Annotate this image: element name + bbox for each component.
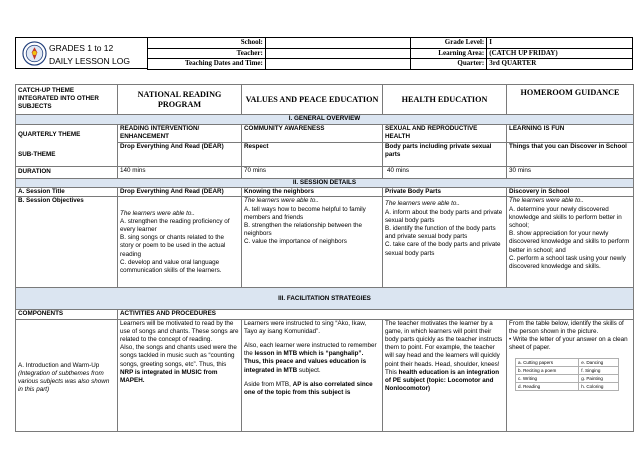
activities-label: ACTIVITIES AND PROCEDURES — [118, 310, 634, 319]
skills-option-row — [516, 367, 619, 375]
section-session-title: II. SESSION DETAILS — [16, 179, 634, 188]
introduction-title: A. Introduction and Warm-Up — [18, 361, 100, 369]
objectives-values-a: A. tell ways how to become helpful to family members and friends — [244, 205, 366, 221]
subtheme-health: Body parts including private sexual parts — [383, 143, 507, 167]
teacher-value — [265, 48, 410, 59]
objectives-health-c: C. take care of the body parts and private sexual body parts — [385, 241, 501, 257]
title-reading: Drop Everything And Read (DEAR) — [118, 188, 242, 197]
intro-values-p5: Aside from MTB, — [244, 380, 293, 388]
objectives-reading-c: C. develop and value oral language communication skills of the learners. — [120, 258, 222, 275]
quarterly-reading: READING INTERVENTION/ ENHANCEMENT — [118, 125, 242, 143]
subtheme-homeroom: Things that you can Discover in School — [507, 143, 634, 167]
intro-health-p2: health education is an integration of PE subject (topic: Locomotor and Nonlocomotor) — [385, 368, 500, 393]
quarterly-homeroom: LEARNING IS FUN — [507, 125, 634, 143]
skill-option: a. Cutting papers — [516, 359, 579, 367]
skill-option: b. Reciting a poem — [516, 367, 579, 375]
learning-area-label: Learning Area: — [411, 48, 487, 59]
grade-level-value: I — [487, 38, 633, 49]
intro-homeroom — [507, 319, 634, 431]
header-row-school — [148, 38, 633, 49]
grades-title: GRADES 1 to 12 — [49, 43, 114, 53]
intro-homeroom-p2: • Write the letter of your answer on a clean sheet of paper. — [509, 336, 628, 352]
session-title-label: A. Session Title — [16, 188, 118, 197]
skills-option-row — [516, 383, 619, 391]
quarter-label: Quarter: — [411, 59, 487, 70]
objectives-homeroom-a: A. determine your newly discovered knowledge and skills to perform better in school; — [509, 205, 622, 230]
row-session-title — [16, 188, 634, 197]
section-row-general — [16, 115, 634, 125]
quarterly-health: SEXUAL AND REPRODUCTIVE HEALTH — [383, 125, 507, 143]
row-session-objectives — [16, 197, 634, 288]
intro-health-p1: The teacher motivates the learner by a game, in which learners will point their body parts quickly as the teacher instructs them to point. For example, the teacher will say head and the learners will quickly point their heads. Head, shoulder, knees! This — [385, 319, 503, 376]
skills-option-row — [516, 375, 619, 383]
objectives-values-intro: The learners were able to.. — [244, 197, 319, 205]
sub-theme-label: SUB-THEME — [18, 151, 56, 159]
section-row-session — [16, 179, 634, 188]
col-reading-header: NATIONAL READING PROGRAM — [118, 85, 242, 115]
objectives-values — [242, 197, 383, 288]
log-title: DAILY LESSON LOG — [49, 56, 130, 66]
introduction-label — [16, 319, 118, 431]
title-homeroom: Discovery in School — [507, 188, 634, 197]
column-header-row — [16, 85, 634, 115]
header-title-box — [15, 37, 147, 69]
objectives-reading-a: A. strengthen the reading proficiency of every learner — [120, 217, 230, 233]
section-row-facilitation — [16, 288, 634, 310]
duration-values: 70 mins — [242, 167, 383, 179]
duration-health: 40 mins — [383, 167, 507, 179]
components-label: COMPONENTS — [16, 310, 118, 319]
intro-values-p2: Also, each learner were instructed to remember the — [244, 342, 377, 358]
skills-options-table — [515, 358, 619, 391]
intro-reading-p3: NRP is integrated in MUSIC from MAPEH. — [120, 368, 218, 385]
intro-reading — [118, 319, 242, 431]
header-row-teacher — [148, 48, 633, 59]
intro-homeroom-p1: From the table below, identify the skills of the person shown in the picture. — [509, 319, 624, 335]
objectives-reading — [118, 197, 242, 288]
intro-values-p6: AP is also correlated since one of the topic from this subject is — [244, 380, 373, 397]
row-components-header — [16, 310, 634, 319]
header-info-table — [147, 37, 633, 70]
objectives-health-b: B. identify the function of the body parts and private sexual body parts — [385, 225, 496, 241]
intro-reading-p2: Also, the songs and chants used were the songs tackled in music such as “counting songs, greeting songs, etc”. Thus, this — [120, 344, 237, 368]
quarterly-values: COMMUNITY AWARENESS — [242, 125, 383, 143]
session-objectives-label: B. Session Objectives — [16, 197, 118, 288]
intro-values — [242, 319, 383, 431]
subtheme-values: Respect — [242, 143, 383, 167]
dates-value — [265, 59, 410, 70]
col-health-header: HEALTH EDUCATION — [383, 85, 507, 115]
row-introduction — [16, 319, 634, 431]
quarterly-theme-label: QUARTERLY THEME — [18, 131, 81, 138]
quarterly-subtheme-labels — [16, 125, 118, 167]
quarter-value: 3rd QUARTER — [487, 59, 633, 70]
objectives-values-b: B. strengthen the relationship between the neighbors — [244, 222, 362, 238]
title-values: Knowing the neighbors — [242, 188, 383, 197]
intro-values-p3: lesson in MTB which is “panghalip”. Thus, this peace and values education is integrated in MTB — [244, 350, 367, 374]
objectives-reading-intro: The learners were able to.. — [120, 209, 195, 217]
skill-option: c. Writing — [516, 375, 579, 383]
intro-values-p1: Learners were instructed to sing “Ako, Ikaw, Tayo ay isang Komunidad”. — [244, 319, 367, 335]
intro-values-p4: subject. — [297, 366, 321, 374]
deped-seal-icon — [22, 41, 47, 66]
objectives-homeroom-intro: The learners were able to.. — [509, 197, 584, 205]
lesson-plan-table — [15, 84, 634, 432]
lesson-log-header — [15, 37, 633, 69]
duration-reading: 140 mins — [118, 167, 242, 179]
objectives-values-c: C. value the importance of neighbors — [244, 238, 347, 246]
section-facilitation-title: III. FACILITATION STRATEGIES — [16, 288, 634, 310]
objectives-homeroom-b: B. show appreciation for your newly discovered knowledge and skills to perform better in school; and — [509, 230, 630, 254]
col-theme-header: CATCH-UP THEME INTEGRATED INTO OTHER SUBJECTS — [16, 85, 118, 115]
objectives-homeroom-c: C. perform a school task using your newly discovered knowledge and skills. — [509, 254, 626, 271]
skill-option: h. Coloring — [579, 383, 619, 391]
skill-option: f. Singing — [579, 367, 619, 375]
subtheme-reading: Drop Everything And Read (DEAR) — [118, 143, 242, 167]
skill-option: d. Reading — [516, 383, 579, 391]
col-homeroom-header: HOMEROOM GUIDANCE — [507, 85, 634, 115]
objectives-reading-b: B. sing songs or chants related to the story or poem to be used in the actual reading — [120, 234, 226, 258]
col-values-header: VALUES AND PEACE EDUCATION — [242, 85, 383, 115]
intro-health — [383, 319, 507, 431]
duration-label: DURATION — [16, 167, 118, 179]
introduction-note: (Integration of subthemes from various subjects was also shown in this part) — [18, 369, 110, 394]
school-value — [265, 38, 410, 49]
grade-level-label: Grade Level: — [411, 38, 487, 49]
intro-reading-p1: Learners will be motivated to read by the use of songs and chants. These songs are related to the concept of reading. — [120, 319, 239, 344]
skill-option: e. Dancing — [579, 359, 619, 367]
teacher-label: Teacher: — [148, 48, 266, 59]
duration-homeroom: 30 mins — [507, 167, 634, 179]
objectives-health — [383, 197, 507, 288]
row-duration — [16, 167, 634, 179]
title-health: Private Body Parts — [383, 188, 507, 197]
objectives-health-intro: The learners were able to.. — [385, 200, 460, 208]
header-row-dates — [148, 59, 633, 70]
row-quarterly-theme — [16, 125, 634, 143]
dates-label: Teaching Dates and Time: — [148, 59, 266, 70]
objectives-homeroom — [507, 197, 634, 288]
learning-area-value: (CATCH UP FRIDAY) — [487, 48, 633, 59]
school-label: School: — [148, 38, 266, 49]
skills-option-row — [516, 359, 619, 367]
skill-option: g. Painting — [579, 375, 619, 383]
section-general-title: I. GENERAL OVERVIEW — [16, 115, 634, 125]
objectives-health-a: A. inform about the body parts and private sexual body parts — [385, 208, 503, 224]
